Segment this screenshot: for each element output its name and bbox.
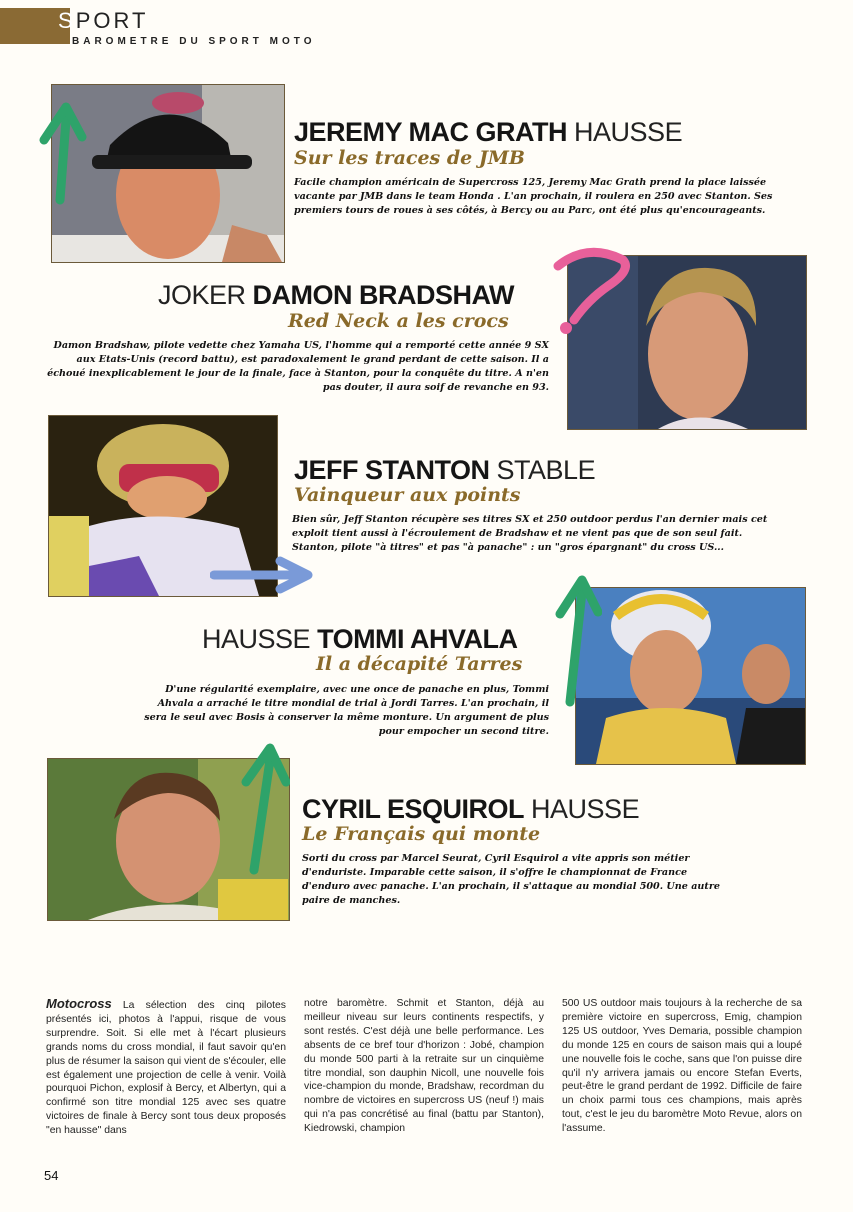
lead-word: Motocross (46, 996, 112, 1011)
up-arrow-icon (552, 572, 602, 707)
text-mac-grath: Facile champion américain de Supercross 125, Jeremy Mac Grath prend la place laissée vacante par JMB dans le team Honda . L'an prochain, il roulera en 250 avec Stanton. Ses premiers tours de roues à ses côtés, à Bercy ou au Parc, ont été plus qu'encourageants. (294, 177, 773, 216)
section-title: SPORT (58, 8, 149, 33)
subtitle-mac-grath: Sur les traces de JMB (294, 147, 525, 169)
right-arrow-icon (210, 555, 315, 595)
headline-ahvala: HAUSSE TOMMI AHVALA (202, 624, 518, 654)
body-column-2: notre baromètre. Schmit et Stanton, déjà au meilleur niveau sur leurs continents respectifs, y sont restés. C'est déjà une belle performance. Les absents de ce bref tour d'horizon : Jobé, champion du monde 500 parti à la retraite sur un cinquième titre mondial, son dauphin Nicoll, une nouvelle fois vice-champion du monde, Bradshaw, recordman du nombre de victoires en supercross US (neuf !) mais qui n'a pas concrétisé au final (battu par Stanton), Kiedrowski, champion (304, 998, 544, 1135)
question-mark-icon (548, 246, 638, 336)
headline-stanton: JEFF STANTON STABLE (294, 455, 596, 485)
subtitle-esquirol: Le Français qui monte (302, 823, 541, 845)
body-column-1: Motocross La sélection des cinq pilotes présentés ici, photos à l'appui, risque de vous surprendre. Soit. Si elle met à l'écart plusieurs grands noms du cross mondial, il faut savoir qu'en plus de résumer la saison qui vient de s'écouler, elle est également une projection de celle à venir. Voilà pourquoi Pichon, explosif à Bercy, et Albertyn, qui a confirmé son titre mondial 125 avec ses quatre victoires de finale à Bercy sont tous deux proposés "en hausse" dans (46, 996, 286, 1137)
body-column-3: 500 US outdoor mais toujours à la recherche de sa première victoire en supercross, Emig, champion 125 US outdoor, Yves Demaria, possible champion du monde 125 en cours de saison mais qui a loupé une nouvelle fois le coche, sans que l'on puisse dire qu'il n'y arrivera jamais ou encore Stefan Everts, peut-être le grand perdant de 1992. Difficile de faire un choix parmi tous ces champions, mais après tout, c'est le jeu du baromètre Moto Revue, alors on l'assume. (562, 998, 802, 1135)
photo-ahvala (575, 587, 806, 765)
text-stanton: Bien sûr, Jeff Stanton récupère ses titres SX et 250 outdoor perdus l'an dernier mais cet exploit tient aussi à l'écroulement de Bradshaw et ne vient pas que de son seul fait. Stanton, pilote "à titres" et pas "à panache" : un "gros épargnant" du cross US... (292, 514, 768, 553)
up-arrow-icon (236, 740, 290, 875)
subtitle-stanton: Vainqueur aux points (294, 484, 521, 506)
page-number: 54 (44, 1168, 59, 1183)
up-arrow-icon (38, 95, 88, 205)
section-subtitle: BAROMETRE DU SPORT MOTO (72, 36, 316, 47)
subtitle-ahvala: Il a décapité Tarres (316, 653, 523, 675)
subtitle-bradshaw: Red Neck a les crocs (288, 310, 509, 332)
headline-mac-grath: JEREMY MAC GRATH HAUSSE (294, 117, 683, 147)
text-esquirol: Sorti du cross par Marcel Seurat, Cyril Esquirol a vite appris son métier d'enduriste. Imparable cette saison, il s'offre le championnat de France d'enduro avec panache. L'an prochain, il s'attaque au mondial 500. Une autre paire de manches. (302, 853, 720, 906)
text-ahvala: D'une régularité exemplaire, avec une once de panache en plus, Tommi Ahvala a arraché le titre mondial de trial à Jordi Tarres. L'an prochain, il sera le seul avec Bosis à conserver la même monture. Un argument de plus pour empocher un second titre. (144, 684, 549, 737)
headline-esquirol: CYRIL ESQUIROL HAUSSE (302, 794, 640, 824)
headline-bradshaw: JOKER DAMON BRADSHAW (158, 280, 515, 310)
text-bradshaw: Damon Bradshaw, pilote vedette chez Yamaha US, l'homme qui a remporté cette année 9 SX aux Etats-Unis (record battu), est paradoxalement le grand perdant de cette saison. Il a échoué inexplicablement le jour de la finale, face à Stanton, pour la conquête du titre. A n'en pas douter, il aura soif de revanche en 93. (47, 340, 549, 393)
